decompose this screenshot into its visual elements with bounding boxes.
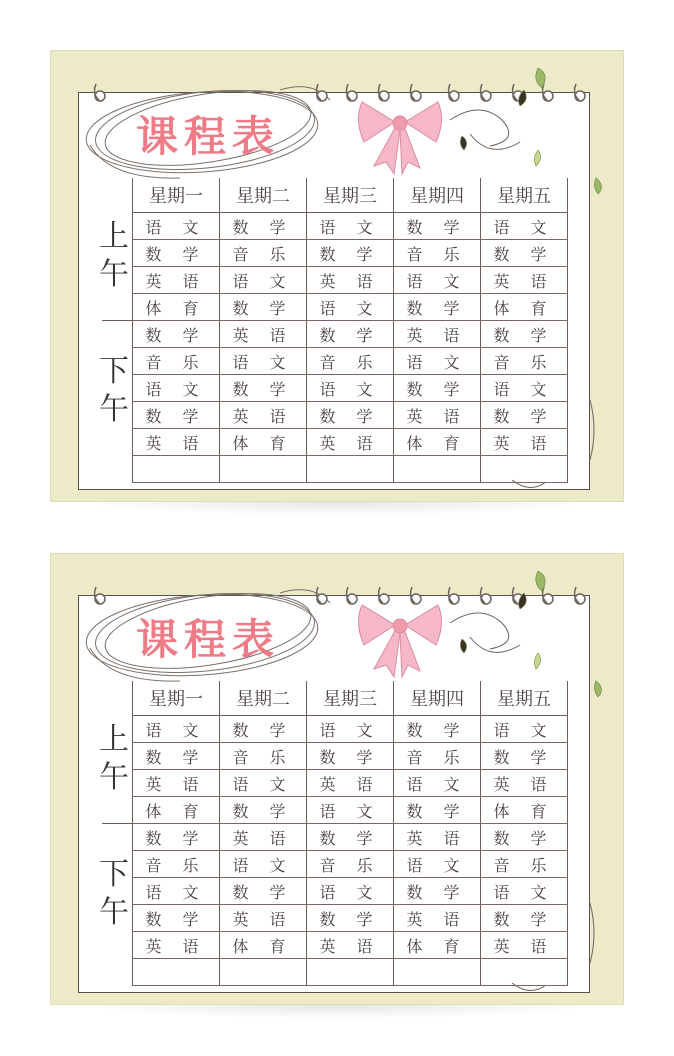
table-row	[133, 959, 568, 986]
subject-cell: 音 乐	[394, 743, 481, 770]
day-header: 星期二	[220, 178, 307, 213]
subject-cell: 英 语	[481, 267, 568, 294]
table-row	[133, 905, 568, 932]
subject-cell: 数 学	[220, 716, 307, 743]
subject-cell: 英 语	[394, 402, 481, 429]
subject-cell: 数 学	[394, 716, 481, 743]
subject-cell: 英 语	[394, 905, 481, 932]
subject-cell	[133, 456, 220, 483]
subject-cell: 数 学	[220, 375, 307, 402]
subject-cell: 音 乐	[133, 851, 220, 878]
subject-cell: 数 学	[394, 797, 481, 824]
subject-cell: 英 语	[307, 429, 394, 456]
subject-cell: 英 语	[133, 429, 220, 456]
subject-cell: 英 语	[133, 932, 220, 959]
table-row	[133, 716, 568, 743]
table-row	[133, 402, 568, 429]
subject-cell: 音 乐	[133, 348, 220, 375]
table-row	[133, 267, 568, 294]
subject-cell: 语 文	[307, 716, 394, 743]
page-title: 课程表	[135, 112, 280, 161]
subject-cell: 英 语	[394, 321, 481, 348]
subject-cell: 英 语	[481, 932, 568, 959]
table-row	[133, 824, 568, 851]
subject-cell: 音 乐	[481, 348, 568, 375]
subject-cell	[394, 959, 481, 986]
table-row	[133, 878, 568, 905]
subject-cell: 体 育	[481, 797, 568, 824]
subject-cell: 体 育	[133, 797, 220, 824]
subject-cell: 语 文	[220, 348, 307, 375]
subject-cell: 语 文	[394, 267, 481, 294]
subject-cell: 音 乐	[307, 348, 394, 375]
morning-label: 上午	[99, 219, 129, 292]
subject-cell: 数 学	[133, 321, 220, 348]
table-row	[133, 932, 568, 959]
subject-cell: 英 语	[307, 932, 394, 959]
subject-cell: 体 育	[394, 932, 481, 959]
subject-cell: 语 文	[394, 851, 481, 878]
afternoon-label: 下午	[99, 354, 129, 427]
table-row	[133, 294, 568, 321]
subject-cell: 语 文	[133, 716, 220, 743]
subject-cell: 英 语	[220, 321, 307, 348]
subject-cell: 语 文	[307, 878, 394, 905]
page-title: 课程表	[135, 615, 280, 664]
subject-cell: 数 学	[133, 824, 220, 851]
table-header-row	[133, 681, 568, 716]
subject-cell: 语 文	[481, 878, 568, 905]
card-shadow	[80, 1005, 594, 1019]
subject-cell: 英 语	[220, 905, 307, 932]
subject-cell	[133, 959, 220, 986]
table-row	[133, 797, 568, 824]
card-shadow	[80, 502, 594, 516]
table-row	[133, 851, 568, 878]
subject-cell: 数 学	[307, 824, 394, 851]
subject-cell: 数 学	[307, 321, 394, 348]
schedule-table	[132, 178, 568, 483]
subject-cell: 体 育	[220, 932, 307, 959]
subject-cell: 语 文	[220, 851, 307, 878]
day-header: 星期二	[220, 681, 307, 716]
subject-cell: 语 文	[220, 770, 307, 797]
subject-cell: 英 语	[133, 770, 220, 797]
subject-cell: 音 乐	[394, 240, 481, 267]
subject-cell: 数 学	[307, 743, 394, 770]
subject-cell: 数 学	[481, 905, 568, 932]
subject-cell: 数 学	[133, 743, 220, 770]
subject-cell: 英 语	[481, 429, 568, 456]
subject-cell: 体 育	[394, 429, 481, 456]
day-header: 星期四	[394, 681, 481, 716]
subject-cell: 数 学	[481, 240, 568, 267]
subject-cell	[220, 959, 307, 986]
subject-cell: 语 文	[307, 375, 394, 402]
subject-cell: 英 语	[220, 402, 307, 429]
subject-cell: 数 学	[481, 743, 568, 770]
subject-cell: 数 学	[133, 905, 220, 932]
table-header-row	[133, 178, 568, 213]
subject-cell: 英 语	[220, 824, 307, 851]
subject-cell	[307, 456, 394, 483]
morning-label: 上午	[99, 722, 129, 795]
day-header: 星期五	[481, 178, 568, 213]
table-row	[133, 240, 568, 267]
subject-cell: 数 学	[394, 213, 481, 240]
subject-cell: 语 文	[394, 770, 481, 797]
subject-cell: 音 乐	[307, 851, 394, 878]
subject-cell: 语 文	[307, 797, 394, 824]
subject-cell: 英 语	[481, 770, 568, 797]
subject-cell: 数 学	[307, 905, 394, 932]
subject-cell: 数 学	[133, 240, 220, 267]
table-row	[133, 770, 568, 797]
subject-cell: 数 学	[394, 375, 481, 402]
subject-cell: 语 文	[307, 294, 394, 321]
table-body	[133, 213, 568, 483]
subject-cell: 语 文	[133, 375, 220, 402]
subject-cell: 语 文	[220, 267, 307, 294]
afternoon-label: 下午	[99, 857, 129, 930]
subject-cell: 音 乐	[481, 851, 568, 878]
subject-cell: 数 学	[220, 294, 307, 321]
table-row	[133, 456, 568, 483]
half-divider	[102, 320, 132, 321]
table-row	[133, 348, 568, 375]
table-row	[133, 375, 568, 402]
schedule-card-2	[50, 553, 624, 1005]
subject-cell: 数 学	[481, 321, 568, 348]
schedule-card-1	[50, 50, 624, 502]
subject-cell: 体 育	[133, 294, 220, 321]
subject-cell: 音 乐	[220, 240, 307, 267]
subject-cell: 体 育	[220, 429, 307, 456]
subject-cell: 英 语	[133, 267, 220, 294]
table-row	[133, 429, 568, 456]
subject-cell: 数 学	[220, 878, 307, 905]
subject-cell: 语 文	[133, 213, 220, 240]
subject-cell: 数 学	[481, 824, 568, 851]
subject-cell	[394, 456, 481, 483]
schedule-table	[132, 681, 568, 986]
day-header: 星期一	[133, 681, 220, 716]
subject-cell: 语 文	[481, 213, 568, 240]
half-divider	[102, 823, 132, 824]
table-body	[133, 716, 568, 986]
subject-cell: 音 乐	[220, 743, 307, 770]
subject-cell: 数 学	[220, 797, 307, 824]
subject-cell: 语 文	[307, 213, 394, 240]
day-header: 星期三	[307, 178, 394, 213]
subject-cell	[481, 456, 568, 483]
subject-cell: 数 学	[220, 213, 307, 240]
table-row	[133, 321, 568, 348]
subject-cell: 数 学	[394, 878, 481, 905]
subject-cell: 英 语	[307, 770, 394, 797]
subject-cell: 语 文	[481, 716, 568, 743]
day-header: 星期一	[133, 178, 220, 213]
subject-cell: 数 学	[481, 402, 568, 429]
day-header: 星期四	[394, 178, 481, 213]
subject-cell: 英 语	[394, 824, 481, 851]
subject-cell: 数 学	[307, 402, 394, 429]
subject-cell: 语 文	[394, 348, 481, 375]
subject-cell: 语 文	[481, 375, 568, 402]
subject-cell: 英 语	[307, 267, 394, 294]
subject-cell: 语 文	[133, 878, 220, 905]
subject-cell	[307, 959, 394, 986]
table-row	[133, 743, 568, 770]
subject-cell: 数 学	[307, 240, 394, 267]
table-row	[133, 213, 568, 240]
subject-cell	[220, 456, 307, 483]
subject-cell: 体 育	[481, 294, 568, 321]
subject-cell	[481, 959, 568, 986]
day-header: 星期三	[307, 681, 394, 716]
day-header: 星期五	[481, 681, 568, 716]
subject-cell: 数 学	[394, 294, 481, 321]
subject-cell: 数 学	[133, 402, 220, 429]
